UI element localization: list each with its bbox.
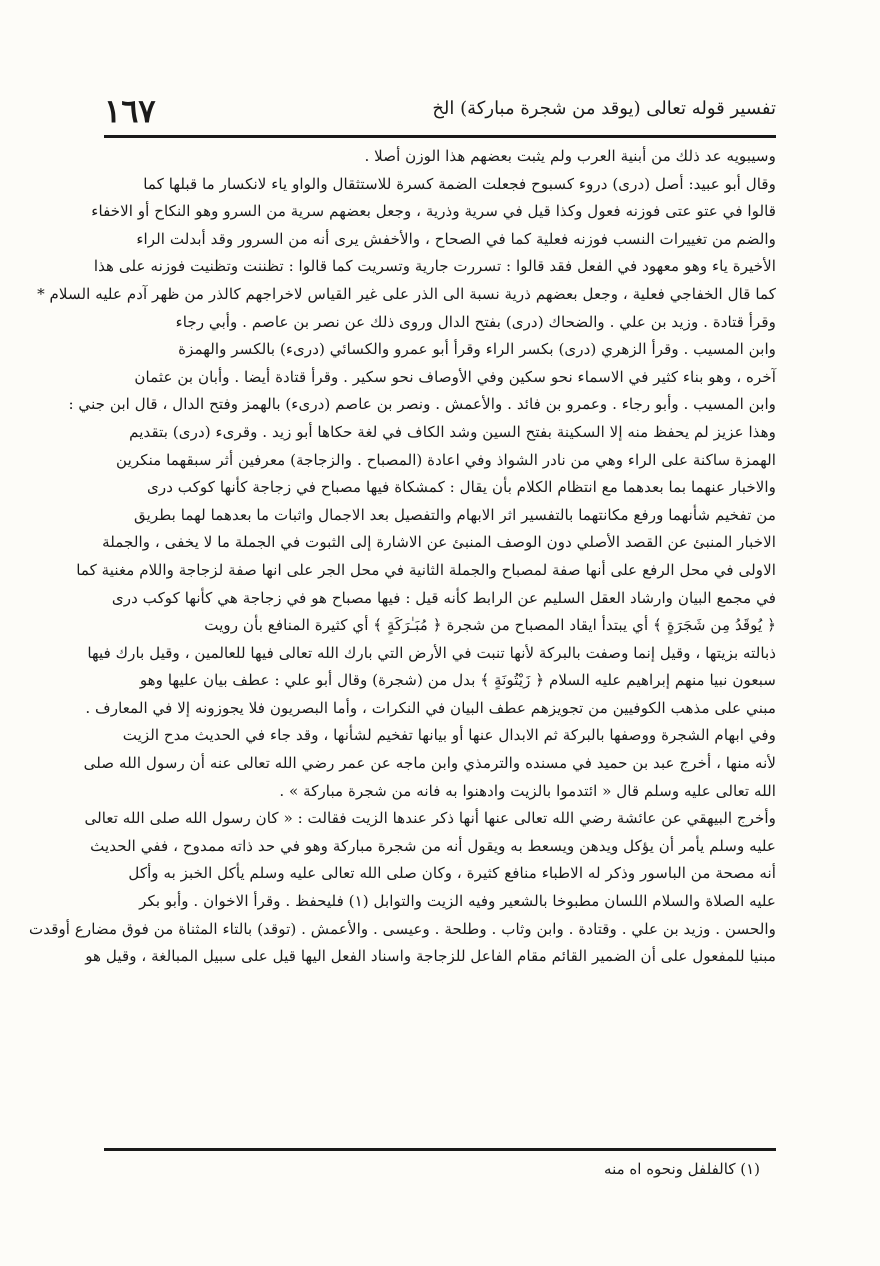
paragraph-3 [68, 309, 776, 723]
footnote-rule [104, 1148, 776, 1151]
text-line: الأخيرة ياء وهو معهود في الفعل فقد قالوا : تسررت جارية وتسريت كما قالوا : تظننت وتظنيت فوزنه على هذا [93, 257, 776, 276]
text-line: قالوا في عتو عتى فوزنه فعول وكذا قيل في سرية وذرية ، وجعل بعضهم سرية من السرو وهو النكاح أو الاخفاء [91, 202, 776, 221]
text-line: وقرأ قتادة . وزيد بن علي . والضحاك (درى) بفتح الدال وروى ذلك عن نصر بن عاصم . وأبي رجاء [175, 312, 776, 331]
paragraph-1 [104, 143, 776, 171]
text-line: من تفخيم شأنهما ورفع مكانتهما بالتفسير اثر الابهام والتفصيل بعد الاجمال واثبات ما بعدهما لهما بطريق [133, 505, 776, 524]
text-line: في مجمع البيان وارشاد العقل السليم عن الرابط كأنه قيل : فيها مصباح هو في زجاجة هي كأنها كوكب درى [111, 588, 776, 607]
text-line: وأخرج البيهقي عن عائشة رضي الله تعالى عنها أنها ذكر عندها الزيت فقالت : « كان رسول الله صلى الله تعالى [84, 809, 776, 828]
text-line: الله تعالى عليه وسلم قال « ائتدموا بالزيت وادهنوا به فانه من شجرة مباركة » . [279, 781, 776, 800]
text-line: الهمزة ساكنة على الراء وهي من نادر الشواذ وفي اعادة (المصباح . والزجاجة) معرفين أثر سبقهما منكرين [116, 450, 776, 469]
text-line: كما قال الخفاجي فعلية ، وجعل بعضهم ذرية نسبة الى الذر على غير القياس لاخراجهم كالذر من ظهر آدم عليه السلام * [37, 284, 776, 303]
text-line: وسيبويه عد ذلك من أبنية العرب ولم يثبت بعضهم هذا الوزن أصلا . [364, 147, 776, 165]
text-line: عليه وسلم يأمر أن يؤكل ويدهن ويسعط به ويقول أنه من شجرة مباركة وهو في حد ذاته ممدوح ، ففي الحديث [90, 836, 776, 855]
text-line: سبعون نبيا منهم إبراهيم عليه السلام ﴿ زَيْتُونَةٍ ﴾ بدل من (شجرة) وقال أبو علي : عطف بيان عليها وهو [139, 671, 776, 690]
text-line: آخره ، وهو بناء كثير في الاسماء نحو سكين وفي الأوصاف نحو سكير . وقرأ قتادة أيضا . وأبان بن عثمان [134, 367, 776, 386]
text-line: أنه مصحة من الباسور وذكر له الاطباء منافع كثيرة ، وكان صلى الله تعالى عليه وسلم يأكل الخبز به وأكل [128, 864, 776, 883]
text-line: وابن المسيب . وقرأ الزهري (درى) بكسر الراء وقرأ أبو عمرو والكسائي (درىء) بالكسر والهمزة [178, 340, 776, 359]
text-line: الاخبار المنبئ عن القصد الأصلي دون الوصف المنبئ عن الاشارة إلى الثبوت في الجملة ما لا يخفى ، والجملة [102, 533, 776, 552]
paragraph-4 [83, 722, 776, 805]
header-title: تفسير قوله تعالى (يوقد من شجرة مباركة) الخ [432, 98, 776, 119]
text-line: وقال أبو عبيد: أصل (درى) دروء كسبوح فجعلت الضمة كسرة للاستثقال والواو ياء لانكسار ما قبلها كما [143, 174, 776, 193]
footnote: (١) كالفلفل ونحوه اه منه [604, 1160, 760, 1178]
paragraph-5 [28, 805, 776, 971]
text-line: عليه الصلاة والسلام اللسان مطبوخا بالشعير وفيه الزيت والتوابل (١) فليحفظ . وقرأ الاخوان . وأبو بكر [139, 892, 776, 911]
text-line: ذبالته بزيتها ، وقيل إنما وصفت بالبركة لأنها تنبت في الأرض التي بارك الله تعالى فيها للعالمين ، وقيل بارك فيها [87, 643, 776, 662]
quran-verse-line: ﴿ يُوقَدُ مِن شَجَرَةٍ ﴾ أي يبتدأ ايقاد المصباح من شجرة ﴿ مُبَـٰرَكَةٍ ﴾ أي كثيرة المنافع بأن رويت [204, 616, 776, 635]
text-line: وفي ابهام الشجرة ووصفها بالبركة ثم الابدال عنها أو بيانها تفخيم لشأنها ، وقد جاء في الحديث مدح الزيت [122, 726, 776, 745]
text-line: مبني على مذهب الكوفيين من تجويزهم عطف البيان في النكرات ، وأما البصريون فلا يجوزونه إلا في المعارف . [85, 698, 776, 717]
text-line: والحسن . وزيد بن علي . وقتادة . وابن وثاب . وطلحة . وعيسى . والأعمش . (توقد) بالتاء المثناة من فوق مضارع أوقدت [28, 919, 776, 938]
running-header [104, 92, 776, 136]
text-line: والاخبار عنهما بما بعدهما مع انتظام الكلام بأن يقال : كمشكاة فيها مصباح في زجاجة كأنها كوكب درى [146, 478, 776, 497]
text-line: والضم من تغييرات النسب فوزنه فعلية كما في الصحاح ، والأخفش يرى أنه من السرور وقد أبدلت الراء [136, 229, 776, 248]
text-line: وابن المسيب . وأبو رجاء . وعمرو بن فائد . والأعمش . ونصر بن عاصم (درىء) بالهمز وفتح الدال ، قال ابن جني : [68, 395, 776, 414]
body-text [28, 143, 776, 971]
text-line: مبنيا للمفعول على أن الضمير القائم مقام الفاعل للزجاجة واسناد الفعل اليها قيل على سبيل المبالغة ، وقيل هو [85, 947, 776, 966]
text-line: الاولى في محل الرفع على أنها صفة لمصباح والجملة الثانية في محل الجر على انها صفة لزجاجة واللام مغنية كما [76, 560, 776, 579]
text-line: لأنه منها ، أخرج عبد بن حميد في مسنده والترمذي وابن ماجه عن عمر رضي الله تعالى عنه أن رسول الله صلى [83, 754, 776, 773]
text-line: وهذا عزيز لم يحفظ منه إلا السكينة بفتح السين وشد الكاف في لغة حكاها أبو زيد . وقرىء (درى) بتقديم [129, 422, 776, 441]
page-number: ١٦٧ [104, 92, 156, 130]
paragraph-2 [37, 171, 776, 309]
header-rule [104, 135, 776, 138]
